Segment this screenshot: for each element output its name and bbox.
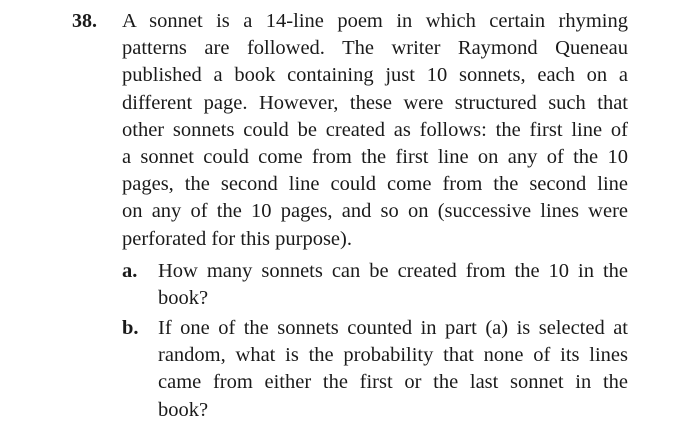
part-a-line: book? bbox=[158, 287, 209, 310]
part-a-line: How many sonnets can be created from the 10 in the bbox=[158, 260, 628, 282]
part-a-label: a. bbox=[122, 260, 138, 282]
stem-line: published a book containing just 10 sonnets, each on a bbox=[122, 64, 628, 87]
part-b-line: random, what is the probability that none of its lines bbox=[158, 344, 628, 367]
stem-line: pages, the second line could come from the second line bbox=[122, 173, 628, 196]
stem-line: other sonnets could be created as follows: the first line of bbox=[122, 118, 628, 141]
stem-line: a sonnet could come from the first line on any of the 10 bbox=[122, 146, 628, 169]
problem-stem bbox=[122, 8, 628, 253]
part-b-line: If one of the sonnets counted in part (a) is selected at bbox=[158, 317, 628, 339]
stem-line: patterns are followed. The writer Raymond Queneau bbox=[122, 37, 628, 60]
stem-line: different page. However, these were structured such that bbox=[122, 91, 628, 114]
stem-line: A sonnet is a 14-line poem in which certain rhyming bbox=[122, 10, 628, 32]
problem-number: 38. bbox=[72, 10, 97, 32]
part-b-label: b. bbox=[122, 317, 139, 339]
part-b-line: came from either the first or the last sonnet in the bbox=[158, 371, 628, 394]
part-b-text bbox=[158, 315, 628, 424]
part-a-text bbox=[158, 258, 628, 312]
stem-line: on any of the 10 pages, and so on (successive lines were bbox=[122, 200, 628, 223]
stem-line: perforated for this purpose). bbox=[122, 227, 352, 250]
part-b-line: book? bbox=[158, 398, 209, 421]
problem-38 bbox=[0, 8, 700, 422]
